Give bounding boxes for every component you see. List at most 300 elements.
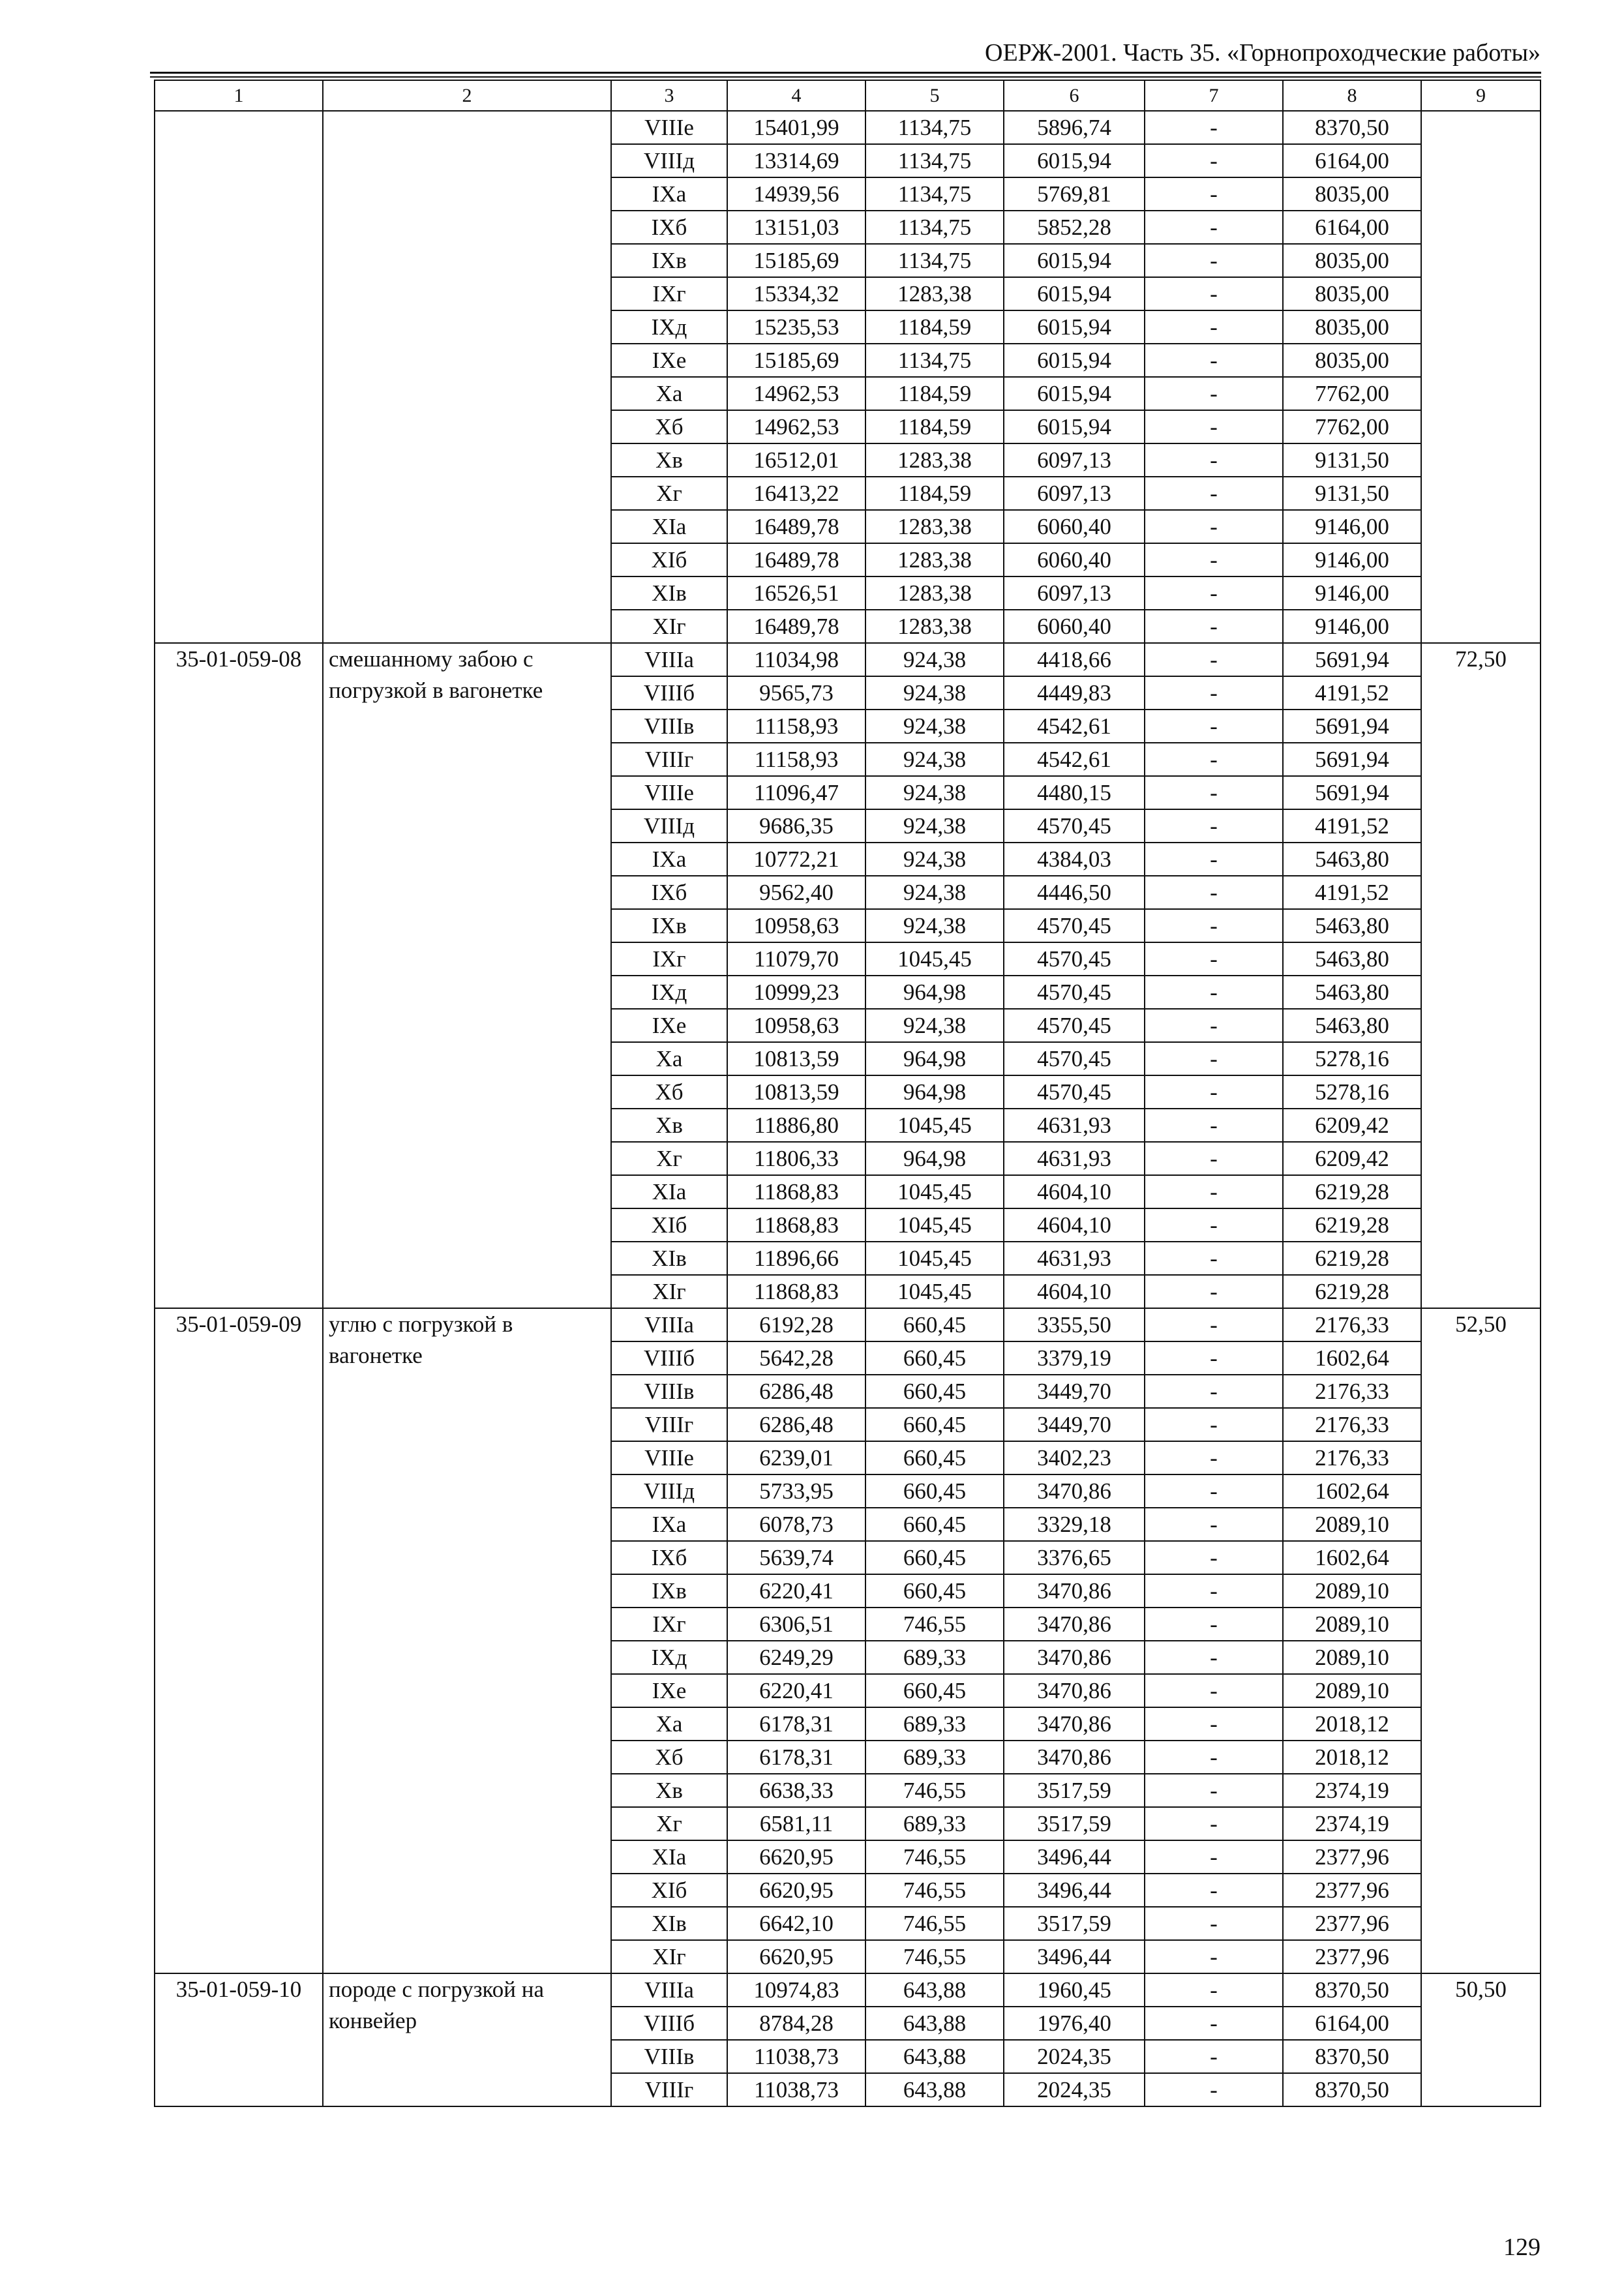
machine-cost-cell: 3470,86 — [1004, 1674, 1145, 1707]
wages-cell: 964,98 — [865, 1042, 1004, 1075]
wages-cell: 924,38 — [865, 743, 1004, 776]
class-cell: VIIIг — [611, 2073, 727, 2106]
class-cell: Xв — [611, 1109, 727, 1142]
wages-cell: 746,55 — [865, 1907, 1004, 1940]
machine-cost-cell: 4570,45 — [1004, 1075, 1145, 1109]
materials-cell: 6219,28 — [1283, 1208, 1421, 1242]
total-cost-cell: 6239,01 — [727, 1441, 865, 1474]
wages-cell: 1283,38 — [865, 277, 1004, 310]
total-cost-cell: 9686,35 — [727, 809, 865, 843]
driver-wages-cell: - — [1145, 1973, 1283, 2007]
driver-wages-cell: - — [1145, 809, 1283, 843]
driver-wages-cell: - — [1145, 1741, 1283, 1774]
driver-wages-cell: - — [1145, 1940, 1283, 1973]
materials-cell: 2176,33 — [1283, 1375, 1421, 1408]
wages-cell: 746,55 — [865, 1608, 1004, 1641]
wages-cell: 660,45 — [865, 1375, 1004, 1408]
page-number: 129 — [1503, 2234, 1541, 2261]
class-cell: VIIIд — [611, 144, 727, 177]
wages-cell: 924,38 — [865, 710, 1004, 743]
materials-cell: 5691,94 — [1283, 776, 1421, 809]
machine-cost-cell: 4631,93 — [1004, 1142, 1145, 1175]
class-cell: VIIIв — [611, 1375, 727, 1408]
materials-cell: 5691,94 — [1283, 710, 1421, 743]
labor-cost-cell: 52,50 — [1421, 1308, 1541, 1973]
total-cost-cell: 6620,95 — [727, 1940, 865, 1973]
materials-cell: 2089,10 — [1283, 1608, 1421, 1641]
materials-cell: 5463,80 — [1283, 976, 1421, 1009]
labor-cost-cell: 72,50 — [1421, 643, 1541, 1308]
total-cost-cell: 14962,53 — [727, 410, 865, 443]
total-cost-cell: 13314,69 — [727, 144, 865, 177]
materials-cell: 2374,19 — [1283, 1774, 1421, 1807]
total-cost-cell: 16489,78 — [727, 543, 865, 576]
class-cell: XIг — [611, 1940, 727, 1973]
class-cell: XIв — [611, 1242, 727, 1275]
total-cost-cell: 6192,28 — [727, 1308, 865, 1341]
class-cell: IXв — [611, 244, 727, 277]
wages-cell: 1184,59 — [865, 310, 1004, 344]
driver-wages-cell: - — [1145, 410, 1283, 443]
total-cost-cell: 15401,99 — [727, 111, 865, 144]
price-table-body — [155, 80, 1541, 2106]
total-cost-cell: 11868,83 — [727, 1175, 865, 1208]
machine-cost-cell: 6015,94 — [1004, 277, 1145, 310]
labor-cost-cell: 50,50 — [1421, 1973, 1541, 2106]
wages-cell: 1045,45 — [865, 1208, 1004, 1242]
machine-cost-cell: 3517,59 — [1004, 1774, 1145, 1807]
materials-cell: 2377,96 — [1283, 1874, 1421, 1907]
machine-cost-cell: 6060,40 — [1004, 543, 1145, 576]
class-cell: IXе — [611, 1009, 727, 1042]
driver-wages-cell: - — [1145, 1608, 1283, 1641]
class-cell: VIIIб — [611, 676, 727, 710]
materials-cell: 7762,00 — [1283, 410, 1421, 443]
total-cost-cell: 6178,31 — [727, 1741, 865, 1774]
column-number: 5 — [865, 80, 1004, 111]
total-cost-cell: 16413,22 — [727, 477, 865, 510]
machine-cost-cell: 6015,94 — [1004, 344, 1145, 377]
materials-cell: 5463,80 — [1283, 909, 1421, 942]
wages-cell: 689,33 — [865, 1641, 1004, 1674]
wages-cell: 1184,59 — [865, 377, 1004, 410]
class-cell: IXа — [611, 177, 727, 211]
driver-wages-cell: - — [1145, 443, 1283, 477]
machine-cost-cell: 3496,44 — [1004, 1840, 1145, 1874]
driver-wages-cell: - — [1145, 144, 1283, 177]
wages-cell: 689,33 — [865, 1707, 1004, 1741]
column-number: 1 — [155, 80, 323, 111]
total-cost-cell: 15235,53 — [727, 310, 865, 344]
class-cell: Xг — [611, 1807, 727, 1840]
header-rule-thin — [150, 76, 1541, 78]
total-cost-cell: 11886,80 — [727, 1109, 865, 1142]
price-table — [154, 80, 1541, 2107]
total-cost-cell: 9562,40 — [727, 876, 865, 909]
class-cell: IXв — [611, 909, 727, 942]
wages-cell: 1283,38 — [865, 576, 1004, 610]
class-cell: IXб — [611, 211, 727, 244]
driver-wages-cell: - — [1145, 1641, 1283, 1674]
class-cell: VIIIд — [611, 809, 727, 843]
wages-cell: 1045,45 — [865, 1275, 1004, 1308]
driver-wages-cell: - — [1145, 1308, 1283, 1341]
class-cell: VIIIа — [611, 643, 727, 676]
class-cell: XIв — [611, 576, 727, 610]
total-cost-cell: 6249,29 — [727, 1641, 865, 1674]
class-cell: VIIIб — [611, 2007, 727, 2040]
class-cell: VIIIг — [611, 1408, 727, 1441]
wages-cell: 964,98 — [865, 1142, 1004, 1175]
materials-cell: 5463,80 — [1283, 1009, 1421, 1042]
norm-code-cell: 35-01-059-08 — [155, 643, 323, 1308]
machine-cost-cell: 3470,86 — [1004, 1641, 1145, 1674]
driver-wages-cell: - — [1145, 344, 1283, 377]
class-cell: VIIIб — [611, 1341, 727, 1375]
driver-wages-cell: - — [1145, 1242, 1283, 1275]
materials-cell: 1602,64 — [1283, 1541, 1421, 1574]
materials-cell: 8370,50 — [1283, 2040, 1421, 2073]
wages-cell: 1045,45 — [865, 942, 1004, 976]
materials-cell: 2089,10 — [1283, 1574, 1421, 1608]
materials-cell: 6219,28 — [1283, 1175, 1421, 1208]
driver-wages-cell: - — [1145, 1840, 1283, 1874]
materials-cell: 9146,00 — [1283, 610, 1421, 643]
driver-wages-cell: - — [1145, 743, 1283, 776]
wages-cell: 924,38 — [865, 776, 1004, 809]
materials-cell: 5278,16 — [1283, 1042, 1421, 1075]
materials-cell: 6209,42 — [1283, 1109, 1421, 1142]
machine-cost-cell: 4449,83 — [1004, 676, 1145, 710]
total-cost-cell: 16512,01 — [727, 443, 865, 477]
materials-cell: 9131,50 — [1283, 477, 1421, 510]
table-row — [155, 1308, 1541, 1341]
class-cell: IXг — [611, 1608, 727, 1641]
norm-code-cell — [155, 111, 323, 643]
machine-cost-cell: 6015,94 — [1004, 410, 1145, 443]
class-cell: IXб — [611, 1541, 727, 1574]
materials-cell: 2176,33 — [1283, 1408, 1421, 1441]
total-cost-cell: 6306,51 — [727, 1608, 865, 1641]
total-cost-cell: 16489,78 — [727, 510, 865, 543]
machine-cost-cell: 4542,61 — [1004, 743, 1145, 776]
wages-cell: 1045,45 — [865, 1109, 1004, 1142]
driver-wages-cell: - — [1145, 1574, 1283, 1608]
materials-cell: 4191,52 — [1283, 876, 1421, 909]
wages-cell: 643,88 — [865, 1973, 1004, 2007]
driver-wages-cell: - — [1145, 111, 1283, 144]
column-number: 4 — [727, 80, 865, 111]
materials-cell: 4191,52 — [1283, 809, 1421, 843]
total-cost-cell: 6286,48 — [727, 1408, 865, 1441]
materials-cell: 6164,00 — [1283, 211, 1421, 244]
total-cost-cell: 10958,63 — [727, 1009, 865, 1042]
materials-cell: 2089,10 — [1283, 1674, 1421, 1707]
class-cell: VIIIд — [611, 1474, 727, 1508]
total-cost-cell: 6220,41 — [727, 1574, 865, 1608]
class-cell: XIб — [611, 1874, 727, 1907]
materials-cell: 1602,64 — [1283, 1341, 1421, 1375]
wages-cell: 924,38 — [865, 843, 1004, 876]
materials-cell: 5691,94 — [1283, 643, 1421, 676]
driver-wages-cell: - — [1145, 876, 1283, 909]
driver-wages-cell: - — [1145, 1441, 1283, 1474]
driver-wages-cell: - — [1145, 1807, 1283, 1840]
column-number-row — [155, 80, 1541, 111]
driver-wages-cell: - — [1145, 1674, 1283, 1707]
driver-wages-cell: - — [1145, 1541, 1283, 1574]
driver-wages-cell: - — [1145, 510, 1283, 543]
total-cost-cell: 11079,70 — [727, 942, 865, 976]
materials-cell: 5463,80 — [1283, 942, 1421, 976]
machine-cost-cell: 6097,13 — [1004, 576, 1145, 610]
materials-cell: 9146,00 — [1283, 510, 1421, 543]
class-cell: VIIIе — [611, 111, 727, 144]
materials-cell: 5691,94 — [1283, 743, 1421, 776]
materials-cell: 2176,33 — [1283, 1308, 1421, 1341]
total-cost-cell: 8784,28 — [727, 2007, 865, 2040]
driver-wages-cell: - — [1145, 377, 1283, 410]
driver-wages-cell: - — [1145, 543, 1283, 576]
driver-wages-cell: - — [1145, 2007, 1283, 2040]
wages-cell: 1283,38 — [865, 543, 1004, 576]
driver-wages-cell: - — [1145, 277, 1283, 310]
class-cell: Xв — [611, 1774, 727, 1807]
total-cost-cell: 16489,78 — [727, 610, 865, 643]
driver-wages-cell: - — [1145, 776, 1283, 809]
driver-wages-cell: - — [1145, 1109, 1283, 1142]
wages-cell: 1134,75 — [865, 144, 1004, 177]
class-cell: Xа — [611, 1042, 727, 1075]
materials-cell: 8370,50 — [1283, 1973, 1421, 2007]
driver-wages-cell: - — [1145, 942, 1283, 976]
materials-cell: 8035,00 — [1283, 310, 1421, 344]
materials-cell: 8370,50 — [1283, 2073, 1421, 2106]
materials-cell: 8370,50 — [1283, 111, 1421, 144]
class-cell: Xв — [611, 443, 727, 477]
machine-cost-cell: 6015,94 — [1004, 377, 1145, 410]
wages-cell: 924,38 — [865, 876, 1004, 909]
driver-wages-cell: - — [1145, 1341, 1283, 1375]
total-cost-cell: 11868,83 — [727, 1275, 865, 1308]
class-cell: XIб — [611, 1208, 727, 1242]
driver-wages-cell: - — [1145, 477, 1283, 510]
driver-wages-cell: - — [1145, 1075, 1283, 1109]
wages-cell: 964,98 — [865, 1075, 1004, 1109]
class-cell: IXг — [611, 277, 727, 310]
driver-wages-cell: - — [1145, 1009, 1283, 1042]
class-cell: Xг — [611, 477, 727, 510]
machine-cost-cell: 3517,59 — [1004, 1807, 1145, 1840]
total-cost-cell: 16526,51 — [727, 576, 865, 610]
machine-cost-cell: 5769,81 — [1004, 177, 1145, 211]
machine-cost-cell: 4570,45 — [1004, 809, 1145, 843]
wages-cell: 964,98 — [865, 976, 1004, 1009]
materials-cell: 8035,00 — [1283, 177, 1421, 211]
wages-cell: 1283,38 — [865, 610, 1004, 643]
total-cost-cell: 6286,48 — [727, 1375, 865, 1408]
class-cell: VIIIв — [611, 2040, 727, 2073]
driver-wages-cell: - — [1145, 1707, 1283, 1741]
norm-name-cell: углю с погрузкой в вагонетке — [323, 1308, 611, 1973]
total-cost-cell: 14939,56 — [727, 177, 865, 211]
total-cost-cell: 11034,98 — [727, 643, 865, 676]
machine-cost-cell: 6060,40 — [1004, 610, 1145, 643]
header-rule — [150, 72, 1541, 74]
driver-wages-cell: - — [1145, 1508, 1283, 1541]
class-cell: XIа — [611, 1840, 727, 1874]
total-cost-cell: 10772,21 — [727, 843, 865, 876]
wages-cell: 1134,75 — [865, 211, 1004, 244]
machine-cost-cell: 3379,19 — [1004, 1341, 1145, 1375]
machine-cost-cell: 3470,86 — [1004, 1608, 1145, 1641]
materials-cell: 6164,00 — [1283, 144, 1421, 177]
class-cell: Xб — [611, 1741, 727, 1774]
driver-wages-cell: - — [1145, 710, 1283, 743]
table-row — [155, 111, 1541, 144]
class-cell: IXд — [611, 1641, 727, 1674]
machine-cost-cell: 6060,40 — [1004, 510, 1145, 543]
wages-cell: 924,38 — [865, 1009, 1004, 1042]
machine-cost-cell: 3470,86 — [1004, 1474, 1145, 1508]
wages-cell: 924,38 — [865, 676, 1004, 710]
materials-cell: 2089,10 — [1283, 1641, 1421, 1674]
materials-cell: 8035,00 — [1283, 244, 1421, 277]
driver-wages-cell: - — [1145, 2073, 1283, 2106]
wages-cell: 1045,45 — [865, 1242, 1004, 1275]
norm-code-cell: 35-01-059-10 — [155, 1973, 323, 2106]
driver-wages-cell: - — [1145, 976, 1283, 1009]
total-cost-cell: 10813,59 — [727, 1042, 865, 1075]
wages-cell: 660,45 — [865, 1341, 1004, 1375]
column-number: 6 — [1004, 80, 1145, 111]
total-cost-cell: 11096,47 — [727, 776, 865, 809]
materials-cell: 9146,00 — [1283, 543, 1421, 576]
wages-cell: 746,55 — [865, 1940, 1004, 1973]
class-cell: Xб — [611, 410, 727, 443]
total-cost-cell: 10958,63 — [727, 909, 865, 942]
driver-wages-cell: - — [1145, 1375, 1283, 1408]
machine-cost-cell: 4604,10 — [1004, 1275, 1145, 1308]
driver-wages-cell: - — [1145, 909, 1283, 942]
wages-cell: 1134,75 — [865, 111, 1004, 144]
table-row — [155, 1973, 1541, 2007]
machine-cost-cell: 5852,28 — [1004, 211, 1145, 244]
column-number: 9 — [1421, 80, 1541, 111]
class-cell: VIIIе — [611, 1441, 727, 1474]
machine-cost-cell: 4570,45 — [1004, 909, 1145, 942]
column-number: 3 — [611, 80, 727, 111]
materials-cell: 6164,00 — [1283, 2007, 1421, 2040]
machine-cost-cell: 6015,94 — [1004, 244, 1145, 277]
class-cell: Xа — [611, 377, 727, 410]
class-cell: Xа — [611, 1707, 727, 1741]
norm-name-cell: породе с погрузкой на конвейер — [323, 1973, 611, 2106]
machine-cost-cell: 4542,61 — [1004, 710, 1145, 743]
materials-cell: 2018,12 — [1283, 1707, 1421, 1741]
class-cell: XIг — [611, 1275, 727, 1308]
driver-wages-cell: - — [1145, 1874, 1283, 1907]
total-cost-cell: 6638,33 — [727, 1774, 865, 1807]
machine-cost-cell: 4384,03 — [1004, 843, 1145, 876]
class-cell: XIб — [611, 543, 727, 576]
column-number: 7 — [1145, 80, 1283, 111]
wages-cell: 746,55 — [865, 1840, 1004, 1874]
driver-wages-cell: - — [1145, 1275, 1283, 1308]
machine-cost-cell: 3329,18 — [1004, 1508, 1145, 1541]
driver-wages-cell: - — [1145, 177, 1283, 211]
materials-cell: 8035,00 — [1283, 344, 1421, 377]
total-cost-cell: 5639,74 — [727, 1541, 865, 1574]
total-cost-cell: 10813,59 — [727, 1075, 865, 1109]
total-cost-cell: 6581,11 — [727, 1807, 865, 1840]
machine-cost-cell: 6097,13 — [1004, 443, 1145, 477]
machine-cost-cell: 4604,10 — [1004, 1175, 1145, 1208]
total-cost-cell: 10974,83 — [727, 1973, 865, 2007]
machine-cost-cell: 4570,45 — [1004, 1009, 1145, 1042]
table-row — [155, 643, 1541, 676]
machine-cost-cell: 2024,35 — [1004, 2040, 1145, 2073]
wages-cell: 660,45 — [865, 1441, 1004, 1474]
machine-cost-cell: 3496,44 — [1004, 1940, 1145, 1973]
class-cell: IXд — [611, 976, 727, 1009]
wages-cell: 1045,45 — [865, 1175, 1004, 1208]
total-cost-cell: 6642,10 — [727, 1907, 865, 1940]
machine-cost-cell: 3470,86 — [1004, 1707, 1145, 1741]
materials-cell: 2377,96 — [1283, 1907, 1421, 1940]
machine-cost-cell: 4418,66 — [1004, 643, 1145, 676]
machine-cost-cell: 4604,10 — [1004, 1208, 1145, 1242]
total-cost-cell: 11038,73 — [727, 2040, 865, 2073]
class-cell: Xг — [611, 1142, 727, 1175]
wages-cell: 643,88 — [865, 2007, 1004, 2040]
driver-wages-cell: - — [1145, 676, 1283, 710]
wages-cell: 643,88 — [865, 2040, 1004, 2073]
wages-cell: 689,33 — [865, 1741, 1004, 1774]
total-cost-cell: 6078,73 — [727, 1508, 865, 1541]
machine-cost-cell: 3449,70 — [1004, 1408, 1145, 1441]
machine-cost-cell: 1960,45 — [1004, 1973, 1145, 2007]
machine-cost-cell: 6097,13 — [1004, 477, 1145, 510]
class-cell: VIIIв — [611, 710, 727, 743]
wages-cell: 746,55 — [865, 1874, 1004, 1907]
machine-cost-cell: 1976,40 — [1004, 2007, 1145, 2040]
materials-cell: 2377,96 — [1283, 1840, 1421, 1874]
machine-cost-cell: 3449,70 — [1004, 1375, 1145, 1408]
total-cost-cell: 11158,93 — [727, 710, 865, 743]
driver-wages-cell: - — [1145, 1175, 1283, 1208]
class-cell: IXа — [611, 1508, 727, 1541]
machine-cost-cell: 3470,86 — [1004, 1741, 1145, 1774]
total-cost-cell: 15185,69 — [727, 244, 865, 277]
driver-wages-cell: - — [1145, 1774, 1283, 1807]
machine-cost-cell: 4631,93 — [1004, 1242, 1145, 1275]
machine-cost-cell: 4480,15 — [1004, 776, 1145, 809]
total-cost-cell: 6178,31 — [727, 1707, 865, 1741]
materials-cell: 2176,33 — [1283, 1441, 1421, 1474]
class-cell: XIг — [611, 610, 727, 643]
materials-cell: 5278,16 — [1283, 1075, 1421, 1109]
total-cost-cell: 15334,32 — [727, 277, 865, 310]
materials-cell: 6219,28 — [1283, 1242, 1421, 1275]
materials-cell: 2089,10 — [1283, 1508, 1421, 1541]
driver-wages-cell: - — [1145, 610, 1283, 643]
driver-wages-cell: - — [1145, 1208, 1283, 1242]
materials-cell: 2018,12 — [1283, 1741, 1421, 1774]
driver-wages-cell: - — [1145, 576, 1283, 610]
wages-cell: 660,45 — [865, 1474, 1004, 1508]
wages-cell: 1134,75 — [865, 344, 1004, 377]
